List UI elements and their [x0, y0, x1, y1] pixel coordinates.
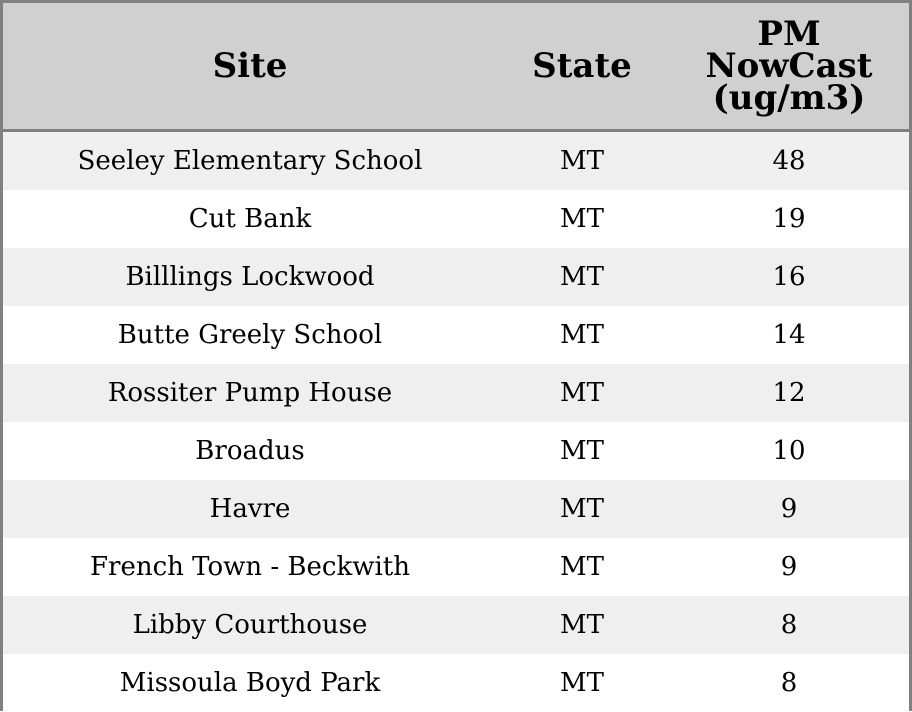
cell-state: MT [560, 552, 604, 582]
cell-state: MT [560, 320, 604, 350]
table-row [3, 248, 909, 306]
cell-site: Rossiter Pump House [107, 378, 393, 408]
cell-pm-nowcast: 8 [780, 610, 798, 640]
cell-state: MT [560, 378, 604, 408]
cell-state: MT [560, 146, 604, 176]
cell-site: Libby Courthouse [132, 610, 368, 640]
column-header-pm-nowcast: PM NowCast (ug/m3) [705, 14, 873, 118]
cell-site: Cut Bank [188, 204, 312, 234]
column-header-state: State [532, 46, 632, 86]
cell-pm-nowcast: 16 [772, 262, 806, 292]
cell-site: Broadus [195, 436, 305, 466]
cell-pm-nowcast: 8 [780, 668, 798, 698]
table-row [3, 480, 909, 538]
cell-site: Billlings Lockwood [125, 262, 375, 292]
table-header [3, 3, 909, 132]
cell-site: Butte Greely School [117, 320, 383, 350]
cell-pm-nowcast: 10 [772, 436, 806, 466]
cell-pm-nowcast: 14 [772, 320, 806, 350]
cell-site: Seeley Elementary School [77, 146, 423, 176]
cell-state: MT [560, 204, 604, 234]
cell-pm-nowcast: 12 [772, 378, 806, 408]
cell-site: French Town - Beckwith [89, 552, 411, 582]
cell-site: Missoula Boyd Park [119, 668, 381, 698]
cell-state: MT [560, 668, 604, 698]
table-row [3, 190, 909, 248]
table-row [3, 306, 909, 364]
cell-state: MT [560, 436, 604, 466]
column-header-site: Site [212, 46, 288, 86]
table-body [3, 132, 909, 712]
cell-pm-nowcast: 9 [780, 494, 798, 524]
table-row [3, 538, 909, 596]
table-row [3, 132, 909, 190]
cell-pm-nowcast: 48 [772, 146, 806, 176]
cell-state: MT [560, 494, 604, 524]
cell-site: Havre [209, 494, 291, 524]
table-row [3, 596, 909, 654]
cell-pm-nowcast: 9 [780, 552, 798, 582]
table-row [3, 422, 909, 480]
cell-state: MT [560, 262, 604, 292]
table-row [3, 364, 909, 422]
cell-pm-nowcast: 19 [772, 204, 806, 234]
table-row [3, 654, 909, 712]
cell-state: MT [560, 610, 604, 640]
